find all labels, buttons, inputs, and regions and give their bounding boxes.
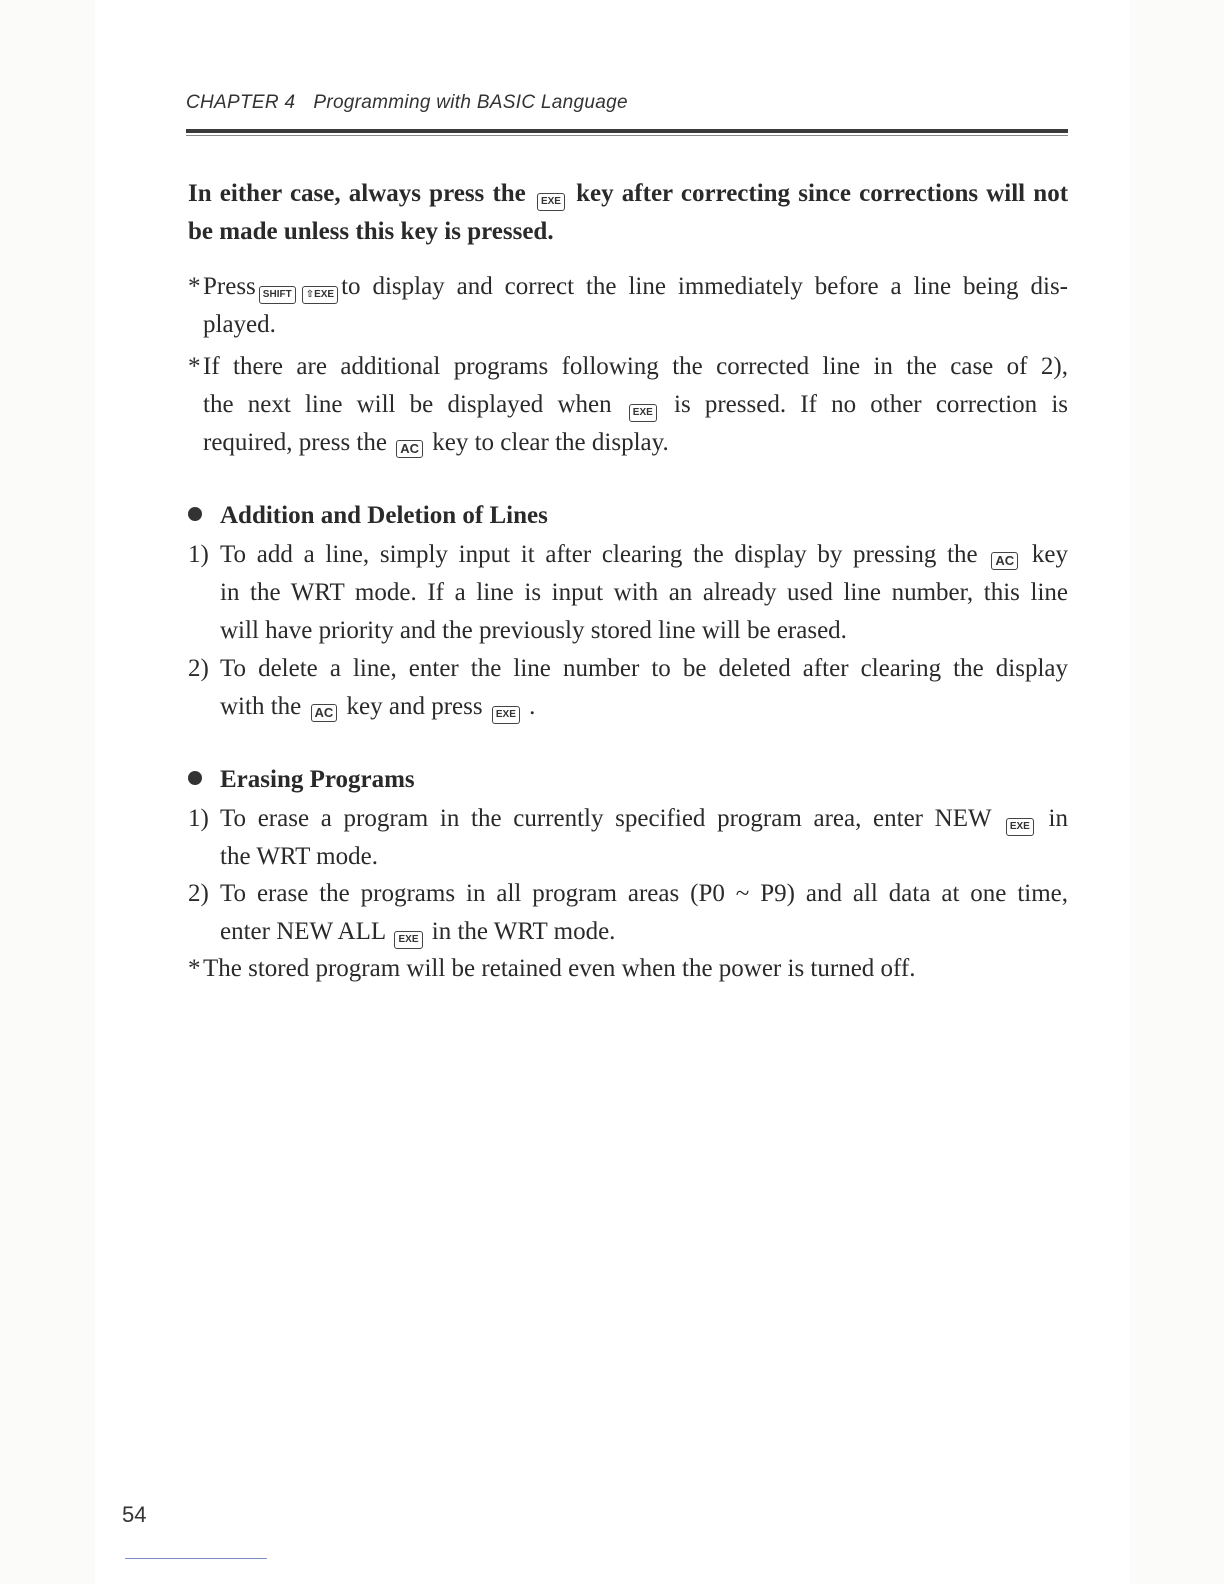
exe-key-icon: EXE (492, 706, 520, 724)
list-item: 2) To delete a line, enter the line number to be deleted after clearing the display with the AC key and press EXE . (188, 650, 1068, 726)
list-item: 2) To erase the programs in all program areas (P0 ~ P9) and all data at one time, enter NEW ALL EXE in the WRT mode. (188, 875, 1068, 951)
chapter-label: CHAPTER 4 (186, 92, 296, 113)
exe-key-icon: EXE (537, 193, 565, 211)
exe-key-icon: EXE (1006, 818, 1034, 836)
note-additional-programs: * If there are additional programs following the corrected line in the case of 2), the next line will be displayed when EXE is pressed. If no other correction is required, press the AC key to clear the display. (188, 353, 1069, 456)
page-number: 54 (122, 1502, 147, 1527)
chapter-title: Programming with BASIC Language (313, 92, 628, 113)
bullet-icon (188, 507, 202, 521)
footer-rule (125, 1558, 267, 1559)
shift-key-icon: SHIFT (259, 286, 296, 304)
exe-key-icon: EXE (629, 404, 657, 422)
list-item: 1) To erase a program in the currently specified program area, enter NEW EXE in the WRT mode. (188, 805, 1068, 870)
list-item: 1) To add a line, simply input it after clearing the display by pressing the AC key in the WRT mode. If a line is input with an already used line number, this line will have priority and the previously stored line will be erased. (188, 541, 1069, 644)
ac-key-icon: AC (991, 552, 1018, 570)
ac-key-icon: AC (396, 440, 423, 458)
exe-key-icon: EXE (394, 931, 422, 949)
intro-paragraph (188, 175, 1068, 251)
ac-key-icon: AC (311, 704, 338, 722)
note-retained: * The stored program will be retained even when the power is turned off. (188, 955, 916, 982)
up-exe-key-icon: ⇧EXE (302, 286, 338, 304)
bullet-icon (188, 771, 202, 785)
section-heading-erasing: Erasing Programs (188, 761, 415, 799)
header-rule-thin (186, 135, 1068, 136)
intro-line-2: be made unless this key is pressed. (188, 218, 554, 245)
note-shift-up: * Press SHIFT ⇧EXE to display and correct the line immediately before a line being dis- played. (188, 273, 1068, 338)
header-rule (186, 129, 1068, 133)
running-header (186, 92, 1068, 114)
intro-line-1: In either case, always press the EXE key after correcting since corrections will not (188, 175, 1068, 213)
section-heading-addition: Addition and Deletion of Lines (188, 497, 548, 535)
